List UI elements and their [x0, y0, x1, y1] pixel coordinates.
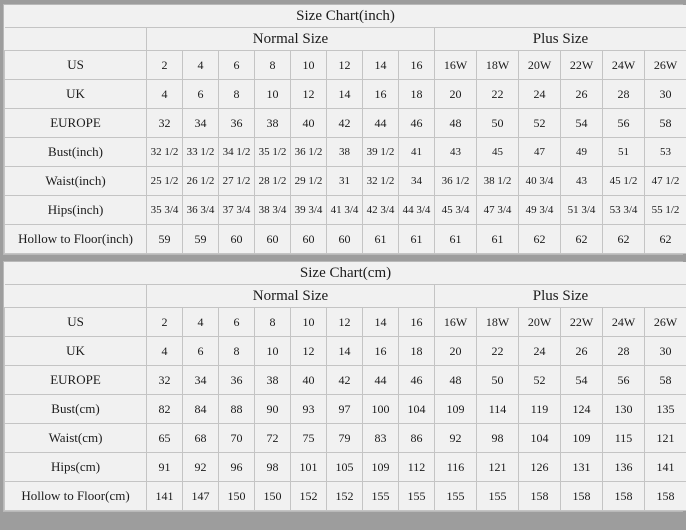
cell: 41 3/4 — [327, 196, 363, 225]
row-label-hollow-to-floor: Hollow to Floor(cm) — [5, 482, 147, 511]
table-row — [5, 366, 686, 395]
cell: 38 — [255, 366, 291, 395]
cell: 158 — [603, 482, 645, 511]
cell: 14 — [363, 51, 399, 80]
table-row — [5, 80, 686, 109]
cell: 24W — [603, 51, 645, 80]
cell: 16 — [363, 80, 399, 109]
cell: 84 — [183, 395, 219, 424]
cell: 40 3/4 — [519, 167, 561, 196]
cell: 62 — [519, 225, 561, 254]
row-label-uk: UK — [5, 80, 147, 109]
cell: 44 3/4 — [399, 196, 435, 225]
row-label-waist: Waist(cm) — [5, 424, 147, 453]
cell: 16W — [435, 51, 477, 80]
cell: 43 — [435, 138, 477, 167]
cell: 105 — [327, 453, 363, 482]
cell: 124 — [561, 395, 603, 424]
row-label-hips: Hips(cm) — [5, 453, 147, 482]
cell: 18 — [399, 80, 435, 109]
cell: 45 1/2 — [603, 167, 645, 196]
cell: 121 — [645, 424, 686, 453]
cell: 61 — [477, 225, 519, 254]
cell: 8 — [255, 308, 291, 337]
cell: 58 — [645, 366, 686, 395]
cell: 104 — [519, 424, 561, 453]
cell: 59 — [147, 225, 183, 254]
table-row — [5, 308, 686, 337]
cell: 147 — [183, 482, 219, 511]
table-row — [5, 337, 686, 366]
cell: 36 1/2 — [435, 167, 477, 196]
cell: 54 — [561, 366, 603, 395]
cell: 130 — [603, 395, 645, 424]
cell: 20W — [519, 308, 561, 337]
cell: 42 3/4 — [363, 196, 399, 225]
cell: 100 — [363, 395, 399, 424]
cell: 61 — [399, 225, 435, 254]
cell: 104 — [399, 395, 435, 424]
cell: 62 — [561, 225, 603, 254]
cell: 14 — [363, 308, 399, 337]
cell: 51 — [603, 138, 645, 167]
cell: 150 — [255, 482, 291, 511]
table-row — [5, 225, 686, 254]
cell: 36 — [219, 366, 255, 395]
cell: 35 1/2 — [255, 138, 291, 167]
cell: 40 — [291, 366, 327, 395]
cell: 25 1/2 — [147, 167, 183, 196]
cell: 61 — [363, 225, 399, 254]
cell: 56 — [603, 109, 645, 138]
cell: 35 3/4 — [147, 196, 183, 225]
cell: 86 — [399, 424, 435, 453]
group-header-plus-size: Plus Size — [435, 28, 686, 51]
cell: 46 — [399, 109, 435, 138]
cell: 34 — [183, 109, 219, 138]
cell: 44 — [363, 366, 399, 395]
row-label-bust: Bust(inch) — [5, 138, 147, 167]
table-row — [5, 395, 686, 424]
cell: 155 — [477, 482, 519, 511]
cell: 131 — [561, 453, 603, 482]
cell: 20 — [435, 337, 477, 366]
cell: 31 — [327, 167, 363, 196]
cell: 40 — [291, 109, 327, 138]
cell: 12 — [291, 337, 327, 366]
cell: 42 — [327, 109, 363, 138]
cell: 116 — [435, 453, 477, 482]
cell: 52 — [519, 109, 561, 138]
cell: 55 1/2 — [645, 196, 686, 225]
group-row-spacer — [5, 285, 147, 308]
cell: 96 — [219, 453, 255, 482]
cell: 2 — [147, 51, 183, 80]
row-label-europe: EUROPE — [5, 109, 147, 138]
size-chart-cm-table — [4, 262, 686, 511]
cell: 10 — [255, 337, 291, 366]
cell: 92 — [435, 424, 477, 453]
cell: 49 3/4 — [519, 196, 561, 225]
cell: 28 — [603, 80, 645, 109]
cell: 97 — [327, 395, 363, 424]
cell: 141 — [147, 482, 183, 511]
cell: 12 — [327, 51, 363, 80]
cell: 18W — [477, 308, 519, 337]
cell: 158 — [519, 482, 561, 511]
cell: 27 1/2 — [219, 167, 255, 196]
cell: 50 — [477, 366, 519, 395]
cell: 16W — [435, 308, 477, 337]
cell: 8 — [255, 51, 291, 80]
cell: 37 3/4 — [219, 196, 255, 225]
cell: 32 — [147, 366, 183, 395]
cell: 141 — [645, 453, 686, 482]
cell: 92 — [183, 453, 219, 482]
cell: 30 — [645, 80, 686, 109]
cell: 135 — [645, 395, 686, 424]
cell: 14 — [327, 337, 363, 366]
cell: 6 — [219, 51, 255, 80]
group-header-plus-size: Plus Size — [435, 285, 686, 308]
cell: 4 — [183, 308, 219, 337]
cell: 29 1/2 — [291, 167, 327, 196]
table-title-row — [5, 5, 686, 28]
cell: 38 3/4 — [255, 196, 291, 225]
cell: 59 — [183, 225, 219, 254]
cell: 22 — [477, 337, 519, 366]
cell: 72 — [255, 424, 291, 453]
cell: 4 — [147, 337, 183, 366]
cell: 34 — [399, 167, 435, 196]
cell: 26 1/2 — [183, 167, 219, 196]
cell: 68 — [183, 424, 219, 453]
cell: 24W — [603, 308, 645, 337]
cell: 98 — [255, 453, 291, 482]
page-title-cm: Size Chart(cm) — [5, 262, 686, 285]
row-label-bust: Bust(cm) — [5, 395, 147, 424]
cell: 44 — [363, 109, 399, 138]
cell: 36 — [219, 109, 255, 138]
table-row — [5, 51, 686, 80]
cell: 45 3/4 — [435, 196, 477, 225]
cell: 12 — [327, 308, 363, 337]
cell: 14 — [327, 80, 363, 109]
table-row — [5, 196, 686, 225]
group-header-normal-size: Normal Size — [147, 28, 435, 51]
page-title: Size Chart(inch) — [5, 5, 686, 28]
cell: 20 — [435, 80, 477, 109]
cell: 36 3/4 — [183, 196, 219, 225]
cell: 98 — [477, 424, 519, 453]
cell: 60 — [327, 225, 363, 254]
cell: 75 — [291, 424, 327, 453]
cell: 93 — [291, 395, 327, 424]
cell: 60 — [219, 225, 255, 254]
cell: 109 — [435, 395, 477, 424]
cell: 53 — [645, 138, 686, 167]
cell: 88 — [219, 395, 255, 424]
size-chart-inch — [3, 4, 683, 255]
table-row — [5, 167, 686, 196]
cell: 24 — [519, 80, 561, 109]
cell: 53 3/4 — [603, 196, 645, 225]
cell: 8 — [219, 337, 255, 366]
cell: 39 3/4 — [291, 196, 327, 225]
cell: 83 — [363, 424, 399, 453]
cell: 30 — [645, 337, 686, 366]
cell: 20W — [519, 51, 561, 80]
cell: 6 — [219, 308, 255, 337]
cell: 38 — [327, 138, 363, 167]
cell: 119 — [519, 395, 561, 424]
cell: 126 — [519, 453, 561, 482]
cell: 4 — [183, 51, 219, 80]
cell: 62 — [603, 225, 645, 254]
cell: 10 — [291, 308, 327, 337]
cell: 22W — [561, 308, 603, 337]
cell: 32 — [147, 109, 183, 138]
cell: 34 1/2 — [219, 138, 255, 167]
group-header-normal-size: Normal Size — [147, 285, 435, 308]
cell: 56 — [603, 366, 645, 395]
cell: 152 — [291, 482, 327, 511]
table-title-row — [5, 262, 686, 285]
cell: 61 — [435, 225, 477, 254]
table-row — [5, 424, 686, 453]
cell: 39 1/2 — [363, 138, 399, 167]
cell: 33 1/2 — [183, 138, 219, 167]
cell: 60 — [255, 225, 291, 254]
cell: 52 — [519, 366, 561, 395]
cell: 18W — [477, 51, 519, 80]
cell: 26W — [645, 308, 686, 337]
table-group-row — [5, 285, 686, 308]
cell: 18 — [399, 337, 435, 366]
cell: 32 1/2 — [363, 167, 399, 196]
cell: 90 — [255, 395, 291, 424]
cell: 58 — [645, 109, 686, 138]
table-row — [5, 453, 686, 482]
row-label-us: US — [5, 51, 147, 80]
cell: 109 — [363, 453, 399, 482]
row-label-hollow-to-floor: Hollow to Floor(inch) — [5, 225, 147, 254]
table-group-row — [5, 28, 686, 51]
table-row — [5, 482, 686, 511]
cell: 28 1/2 — [255, 167, 291, 196]
cell: 91 — [147, 453, 183, 482]
size-chart-inch-table — [4, 5, 686, 254]
cell: 150 — [219, 482, 255, 511]
cell: 47 3/4 — [477, 196, 519, 225]
cell: 42 — [327, 366, 363, 395]
cell: 62 — [645, 225, 686, 254]
cell: 22 — [477, 80, 519, 109]
cell: 38 1/2 — [477, 167, 519, 196]
cell: 155 — [435, 482, 477, 511]
cell: 121 — [477, 453, 519, 482]
cell: 109 — [561, 424, 603, 453]
cell: 45 — [477, 138, 519, 167]
cell: 16 — [363, 337, 399, 366]
cell: 49 — [561, 138, 603, 167]
cell: 48 — [435, 366, 477, 395]
cell: 32 1/2 — [147, 138, 183, 167]
cell: 2 — [147, 308, 183, 337]
cell: 47 — [519, 138, 561, 167]
cell: 28 — [603, 337, 645, 366]
cell: 10 — [291, 51, 327, 80]
cell: 24 — [519, 337, 561, 366]
cell: 60 — [291, 225, 327, 254]
cell: 155 — [363, 482, 399, 511]
cell: 112 — [399, 453, 435, 482]
cell: 8 — [219, 80, 255, 109]
cell: 26W — [645, 51, 686, 80]
cell: 50 — [477, 109, 519, 138]
cell: 152 — [327, 482, 363, 511]
cell: 114 — [477, 395, 519, 424]
cell: 22W — [561, 51, 603, 80]
cell: 10 — [255, 80, 291, 109]
row-label-us: US — [5, 308, 147, 337]
cell: 54 — [561, 109, 603, 138]
size-chart-cm — [3, 261, 683, 512]
cell: 155 — [399, 482, 435, 511]
cell: 6 — [183, 337, 219, 366]
cell: 79 — [327, 424, 363, 453]
table-row — [5, 138, 686, 167]
cell: 136 — [603, 453, 645, 482]
cell: 41 — [399, 138, 435, 167]
cell: 48 — [435, 109, 477, 138]
row-label-hips: Hips(inch) — [5, 196, 147, 225]
row-label-waist: Waist(inch) — [5, 167, 147, 196]
cell: 38 — [255, 109, 291, 138]
cell: 47 1/2 — [645, 167, 686, 196]
cell: 4 — [147, 80, 183, 109]
cell: 101 — [291, 453, 327, 482]
cell: 82 — [147, 395, 183, 424]
cell: 65 — [147, 424, 183, 453]
cell: 16 — [399, 51, 435, 80]
cell: 115 — [603, 424, 645, 453]
cell: 16 — [399, 308, 435, 337]
cell: 36 1/2 — [291, 138, 327, 167]
cell: 51 3/4 — [561, 196, 603, 225]
cell: 70 — [219, 424, 255, 453]
row-label-europe: EUROPE — [5, 366, 147, 395]
cell: 46 — [399, 366, 435, 395]
cell: 34 — [183, 366, 219, 395]
cell: 12 — [291, 80, 327, 109]
cell: 158 — [645, 482, 686, 511]
group-row-spacer — [5, 28, 147, 51]
table-row — [5, 109, 686, 138]
cell: 26 — [561, 337, 603, 366]
cell: 6 — [183, 80, 219, 109]
cell: 158 — [561, 482, 603, 511]
cell: 43 — [561, 167, 603, 196]
row-label-uk: UK — [5, 337, 147, 366]
cell: 26 — [561, 80, 603, 109]
